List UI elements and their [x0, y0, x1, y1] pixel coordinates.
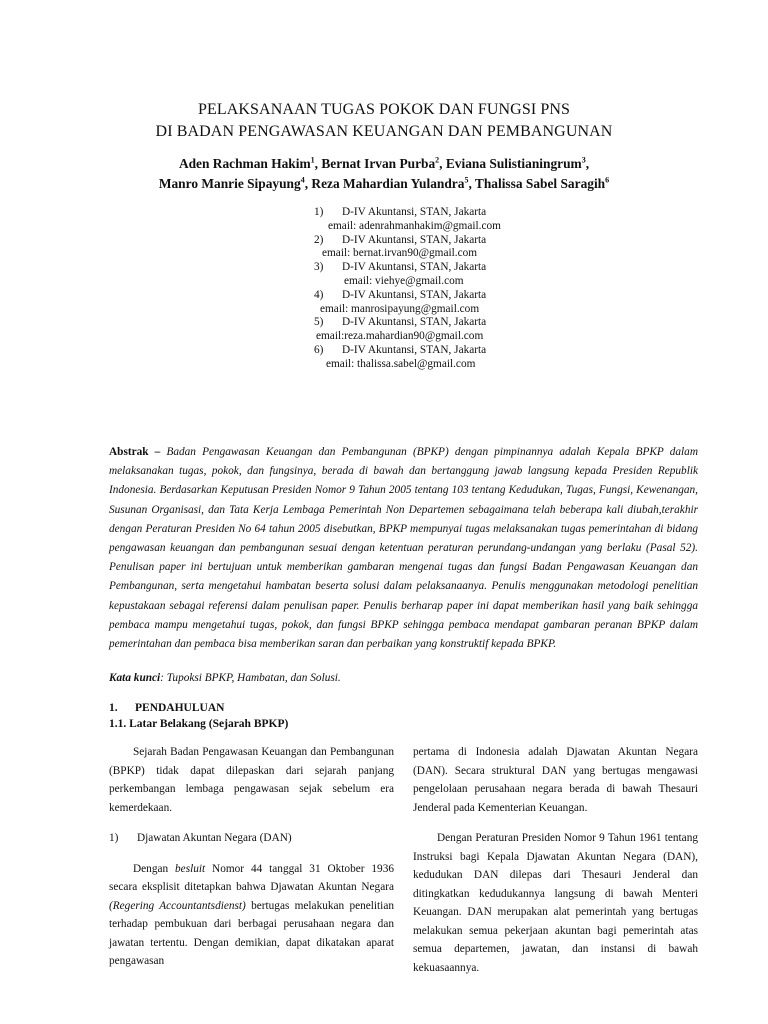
paragraph-text: Nomor 44 tanggal 31 Oktober 1936 secara eksplisit ditetapkan bahwa Djawatan Akuntan Negara [109, 862, 394, 893]
subsection-heading: 1.1. Latar Belakang (Sejarah BPKP) [109, 718, 289, 730]
affiliation-item [314, 234, 554, 248]
paragraph: Sejarah Badan Pengawasan Keuangan dan Pembangunan (BPKP) tidak dapat dilepaskan dari sejarah panjang perkembangan lembaga pengawasan sejak sebelum era kemerdekaan. [109, 746, 394, 814]
author-name: Eviana Sulistianingrum [445, 156, 582, 171]
author-line-1: Aden Rachman Hakim$^1$, Bernat Irvan Purba$^2$, Eviana Sulistianingrum$^3$, [178, 155, 590, 171]
affiliation-item [314, 289, 554, 303]
keywords-text: : Tupoksi BPKP, Hambatan, dan Solusi. [160, 672, 341, 684]
paragraph-text: Dengan [133, 862, 176, 875]
affiliation-institution: D-IV Akuntansi, STAN, Jakarta [342, 206, 487, 218]
author-name: Bernat Irvan Purba [321, 156, 436, 171]
paper-title [0, 99, 768, 143]
affiliation-email: email: viehye@gmail.com [344, 274, 464, 287]
affiliation-email: email: adenrahmanhakim@gmail.com [328, 219, 501, 232]
abstract [109, 443, 698, 654]
abstract-text: Badan Pengawasan Keuangan dan Pembangunan (BPKP) dengan pimpinannya adalah Kepala BPKP dalam melaksanakan tugas, pokok, dan fungsinya, berada di bawah dan bertanggung jawab langsung kepada Presiden Republik Indonesia. Berdasarkan Keputusan Presiden Nomor 9 Tahun 2005 tentang 103 tentang Kedudukan, Tugas, Fungsi, Kewenangan, Susunan Organisasi, dan Tata Kerja Lembaga Pemerintah Non Departemen sebagaimana telah beberapa kali diubah,terakhir dengan Peraturan Presiden No 64 tahun 2005 disebutkan, BPKP mempunyai tugas melaksanakan tugas pemerintahan di bidang pengawasan keuangan dan pembangunan sesuai dengan ketentuan peraturan perundang-undangan yang berlaku (Pasal 52). Penulisan paper ini bertujuan untuk memberikan gambaran mengenai tugas dan fungsi Badan Pengawasan Keuangan dan Pembangunan, serta mengetahui hambatan beserta solusi dalam pelaksanaanya. Penulis menggunakan metodologi penelitian kepustakaan sebagai referensi dalam penulisan paper. Penulis berharap paper ini dapat memberikan hasil yang baik sehingga pembaca mampu mengetahui tugas, pokok, dan fungsi BPKP sehingga pembaca mendapat gambaran peranan BPKP dalam pemerintahan dan pembaca bisa memberikan saran dan perbaikan yang konstruktif kepada BPKP. [109, 446, 698, 651]
author-sup: 3 [581, 155, 586, 165]
affiliation-email: email:reza.mahardian90@gmail.com [316, 330, 484, 343]
affiliation-institution: D-IV Akuntansi, STAN, Jakarta [342, 343, 487, 356]
author-sup: 1 [310, 155, 315, 165]
affiliation-institution: D-IV Akuntansi, STAN, Jakarta [342, 233, 487, 246]
paragraph [109, 860, 394, 971]
section-heading [109, 700, 224, 716]
affiliation-email: email: thalissa.sabel@gmail.com [326, 357, 476, 370]
author-list [0, 154, 768, 194]
list-item-number: 1) [109, 832, 119, 844]
affiliation-number: 2) [314, 233, 324, 246]
affiliation-institution: D-IV Akuntansi, STAN, Jakarta [342, 288, 487, 301]
author-name: Aden Rachman Hakim [178, 156, 311, 171]
keywords-label: Kata kunci [109, 672, 161, 684]
affiliation-institution: D-IV Akuntansi, STAN, Jakarta [342, 261, 487, 274]
paragraph-text: bertugas melakukan penelitian terhadap pembukuan dari berbagai perusahaan negara dan jawatan tertentu. Dengan demikian, dapat dikatakan aparat pengawasan [109, 899, 394, 967]
right-column [413, 743, 698, 977]
author-sup: 6 [605, 175, 610, 185]
section-number: 1. [109, 702, 118, 714]
affiliation-item [314, 261, 554, 275]
affiliation-number: 6) [314, 343, 324, 356]
affiliation-item [314, 316, 554, 330]
affiliation-number: 1) [314, 206, 324, 218]
paragraph: pertama di Indonesia adalah Djawatan Akuntan Negara (DAN). Secara struktural DAN yang bertugas mengawasi pengelolaan perusahaan negara berada di bawah Thesauri Jenderal pada Kementerian Keuangan. [413, 746, 698, 814]
affiliation-item [314, 206, 554, 220]
affiliation-number: 3) [314, 261, 324, 274]
title-line-1: PELAKSANAAN TUGAS POKOK DAN FUNGSI PNS [198, 101, 570, 118]
affiliation-number: 4) [314, 288, 324, 301]
abstract-label: Abstrak – [109, 446, 161, 458]
paragraph-italic: (Regering Accountantsdienst) [109, 899, 246, 912]
title-line-2: DI BADAN PENGAWASAN KEUANGAN DAN PEMBANGUNAN [155, 123, 613, 140]
author-name: Reza Mahardian Yulandra [311, 176, 465, 191]
affiliation-number: 5) [314, 316, 324, 329]
list-item [109, 829, 394, 848]
left-column [109, 743, 394, 971]
author-sup: 5 [464, 175, 469, 185]
author-sup: 4 [300, 175, 305, 185]
list-item-text: Djawatan Akuntan Negara (DAN) [137, 832, 292, 844]
author-sup: 2 [435, 155, 440, 165]
section-title: PENDAHULUAN [135, 702, 225, 714]
affiliation-item [314, 344, 554, 358]
author-name: Thalissa Sabel Saragih [474, 176, 606, 191]
author-line-2: Manro Manrie Sipayung$^4$, Reza Mahardian Yulandra$^5$, Thalissa Sabel Saragih$^6$ [158, 175, 610, 191]
paragraph: Dengan Peraturan Presiden Nomor 9 Tahun 1961 tentang Instruksi bagi Kepala Djawatan Akuntan Negara (DAN), kedudukan DAN dilepas dari Thesauri Jenderal dan ditingkatkan kedudukannya langsung di bawah Menteri Keuangan. DAN merupakan alat pemerintah yang bertugas melakukan semua pekerjaan akuntan bagi pemerintah atas semua departemen, jawatan, dan instansi di bawah kekuasaannya. [413, 832, 698, 974]
paragraph-italic: besluit [175, 862, 206, 875]
affiliation-list [314, 206, 554, 372]
affiliation-email: email: bernat.irvan90@gmail.com [322, 247, 478, 260]
keywords [109, 670, 698, 686]
author-name: Manro Manrie Sipayung [158, 176, 301, 191]
affiliation-institution: D-IV Akuntansi, STAN, Jakarta [342, 316, 487, 329]
affiliation-email: email: manrosipayung@gmail.com [320, 302, 480, 315]
